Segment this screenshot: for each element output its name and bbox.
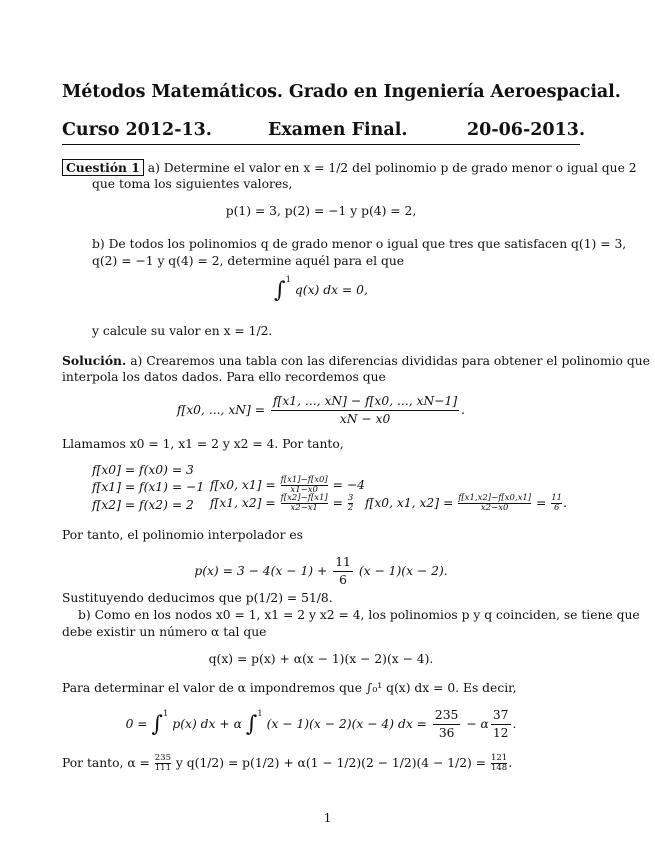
r2b-lhs: f[x0, x1] = (210, 478, 276, 492)
table-row-3c (365, 494, 567, 513)
poly-rhs: (x − 1)(x − 2). (358, 564, 448, 578)
r3c-eq: = (536, 496, 547, 510)
solution-p3: Llamamos x0 = 1, x1 = 2 y x2 = 4. Por tanto, (62, 437, 344, 451)
poly-fraction (333, 554, 353, 589)
question-part-b-1: b) De todos los polinomios q de grado menor o igual que tres que satisfacen q(1) = 3, (92, 237, 627, 251)
p9-end: . (508, 756, 513, 770)
header-rule (62, 144, 580, 145)
int-eq-frac-2 (491, 707, 511, 742)
question-part-a-2: que toma los siguientes valores, (92, 177, 293, 191)
solution-p8: Para determinar el valor de α impondremos que ∫₀¹ q(x) dx = 0. Es decir, (62, 681, 517, 695)
r3b-vnum: 3 (347, 493, 354, 503)
question-line-1 (62, 159, 637, 177)
integral-condition (62, 275, 580, 316)
int-eq-n1: 235 (433, 707, 460, 725)
question-part-b-3: y calcule su valor en x = 1/2. (92, 324, 273, 338)
exam-label: Examen Final. (268, 120, 408, 140)
question-part-a-1: a) Determine el valor en x = 1/2 del polinomio p de grado menor o igual que 2 (147, 161, 637, 175)
r3c-num: f[x1,x2]−f[x0,x1] (458, 493, 532, 503)
alpha-fraction (155, 754, 171, 773)
solution-p9 (62, 754, 512, 773)
integral-limits: 1 (285, 275, 291, 285)
divided-difference-formula: f[x0, ..., xN] = $\frac{f[x1, ..., xN] - f[x0, ..., xN-1]}{xN - x0}$ . (176, 394, 466, 426)
alpha-den: 111 (154, 763, 171, 773)
r3b-den: x2−x1 (290, 503, 318, 513)
r3b-value (348, 494, 353, 513)
integral-sign-1: ∫ (151, 712, 163, 737)
table-row-1: f[x0] = f(x0) = 3 (92, 463, 194, 477)
int-eq-d2: 12 (492, 726, 509, 740)
r3b-vden: 2 (347, 503, 354, 513)
table-row-2a: f[x1] = f(x1) = −1 (92, 480, 205, 494)
solution-p2: interpola los datos dados. Para ello recordemos que (62, 370, 386, 384)
integral-equation (62, 707, 580, 747)
solution-p7: debe existir un número α tal que (62, 625, 267, 639)
poly-lhs: p(x) = 3 − 4(x − 1) + (194, 564, 328, 578)
int-eq-d1: 36 (438, 726, 455, 740)
interpolating-polynomial (62, 554, 580, 589)
question-part-b-2: q(2) = −1 y q(4) = 2, determine aquél para el que (92, 254, 405, 268)
int-eq-n2: 37 (491, 707, 511, 725)
dd-numerator: f[x1, ..., xN] − f[x0, ..., xN−1] (271, 393, 459, 411)
integral-sign-2: ∫ (245, 712, 258, 737)
r3c-value (551, 494, 562, 513)
r3c-lhs: f[x0, x1, x2] = (365, 496, 454, 510)
int-eq-mid: − α (466, 717, 489, 731)
dd-denominator: xN − x0 (339, 412, 391, 426)
r3b-fraction (281, 494, 328, 513)
values-equation: p(1) = 3, p(2) = −1 y p(4) = 2, (225, 204, 417, 218)
table-row-3b (210, 494, 354, 513)
r3b-lhs: f[x1, x2] = (210, 496, 276, 510)
integral-sign: ∫ (274, 278, 286, 303)
exam-date: 20-06-2013. (467, 120, 586, 140)
int-eq-term-1: p(x) dx + α (172, 717, 242, 731)
page-number: 1 (323, 811, 332, 825)
dd-fraction (271, 393, 459, 428)
r3c-vnum: 11 (551, 493, 563, 503)
course-label: Curso 2012-13. (62, 120, 212, 140)
solution-p5: Sustituyendo deducimos que p(1/2) = 51/8. (62, 591, 333, 605)
r3b-eq: = (332, 496, 343, 510)
dd-lhs: f[x0, ..., xN] = (176, 403, 266, 417)
int-eq-lhs: 0 = (125, 717, 148, 731)
r2b-num: f[x1]−f[x0] (280, 475, 328, 485)
p9-a: Por tanto, α = (62, 756, 150, 770)
solution-line-1 (62, 352, 650, 370)
integral-limit-1: 1 (163, 709, 169, 719)
poly-den: 6 (339, 573, 347, 587)
poly-num: 11 (333, 554, 353, 572)
r3c-vden: 6 (553, 503, 560, 513)
solution-p4: Por tanto, el polinomio interpolador es (62, 528, 303, 542)
solution-label: Solución. (62, 353, 127, 368)
int-eq-frac-1 (433, 707, 460, 742)
r3c-fraction (458, 494, 531, 513)
r3c-end: . (563, 496, 567, 510)
q-equation: q(x) = p(x) + α(x − 1)(x − 2)(x − 4). (208, 652, 434, 666)
integral-condition-text: q(x) dx = 0, (294, 283, 368, 297)
int-eq-term-2: (x − 1)(x − 2)(x − 4) dx = (266, 717, 427, 731)
r3c-den: x2−x0 (480, 503, 509, 513)
solution-p1: a) Crearemos una tabla con las diferencias divididas para obtener el polinomio que (130, 354, 650, 368)
document-title: Métodos Matemáticos. Grado en Ingeniería Aeroespacial. (62, 82, 621, 102)
result-num: 121 (490, 753, 508, 763)
solution-p6: b) Como en los nodos x0 = 1, x1 = 2 y x2 = 4, los polinomios p y q coinciden, se tiene que (78, 608, 640, 622)
table-row-3a: f[x2] = f(x2) = 2 (92, 498, 194, 512)
result-fraction (491, 754, 507, 773)
question-label: Cuestión 1 (62, 159, 144, 176)
r3b-num: f[x2]−f[x1] (280, 493, 328, 503)
r2b-val: = −4 (332, 478, 365, 492)
p9-b: y q(1/2) = p(1/2) + α(1 − 1/2)(2 − 1/2)(4 − 1/2) = (175, 756, 487, 770)
integral-limit-2: 1 (257, 709, 263, 719)
alpha-num: 235 (154, 753, 171, 763)
r2b-den: x1−x0 (290, 485, 318, 495)
result-den: 148 (490, 763, 508, 773)
int-eq-end: . (512, 717, 517, 731)
